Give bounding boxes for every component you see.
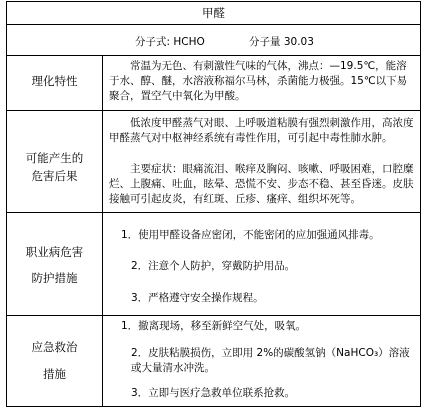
divider xyxy=(7,24,420,25)
divider xyxy=(7,315,420,316)
hazards-label-line1: 可能产生的 xyxy=(25,151,84,165)
substance-title: 甲醛 xyxy=(202,6,225,20)
divider xyxy=(7,55,420,56)
emergency-label-line1: 应急救治 xyxy=(31,340,78,354)
emergency-item-2: 2．皮肤粘膜损伤，立即用 2%的碳酸氢钠（NaHCO₃）溶液或大量清水冲洗。 xyxy=(131,347,410,374)
protection-item-3: 3．严格遵守安全操作规程。 xyxy=(131,292,264,304)
divider xyxy=(7,212,420,213)
hazards-text-2: 主要症状：眼痛流泪、喉痒及胸闷、咳嗽、呼吸困难，口腔糜烂、上腹痛、吐血，眩晕、恐慌不安、步态不稳、甚至昏迷。皮肤接触可引起皮炎，有红斑、丘疹、瘙痒、组织坏死等。 xyxy=(109,163,414,205)
emergency-item-3: 3．立即与医疗急救单位联系抢救。 xyxy=(131,387,296,399)
properties-label: 理化特性 xyxy=(31,74,78,88)
molecular-formula: 分子式: HCHO xyxy=(135,36,205,48)
protection-label-line1: 职业病危害 xyxy=(25,245,84,259)
column-divider xyxy=(102,55,103,406)
hazards-label-line2: 危害后果 xyxy=(31,169,78,183)
protection-item-2: 2．注意个人防护，穿戴防护用品。 xyxy=(131,260,296,272)
protection-item-1: 1．使用甲醛设备应密闭，不能密闭的应加强通风排毒。 xyxy=(121,229,380,241)
emergency-label-line2: 措施 xyxy=(43,367,66,381)
emergency-item-1: 1．撤离现场，移至新鲜空气处，吸氧。 xyxy=(121,320,307,332)
divider xyxy=(7,110,420,111)
properties-text: 常温为无色、有刺激性气味的气体，沸点：—19.5℃，能溶于水、醇、醚，水溶液称福尔马林，杀菌能力极强。15℃以下易聚合，置空气中氧化为甲酸。 xyxy=(109,60,408,102)
protection-label-line2: 防护措施 xyxy=(31,271,78,285)
hazards-text-1: 低浓度甲醛蒸气对眼、上呼吸道粘膜有强烈刺激作用，高浓度甲醛蒸气对中枢神经系统有毒性作用，可引起中毒性肺水肿。 xyxy=(109,117,414,144)
msds-table xyxy=(6,1,421,407)
molecular-weight: 分子量 30.03 xyxy=(249,36,314,48)
